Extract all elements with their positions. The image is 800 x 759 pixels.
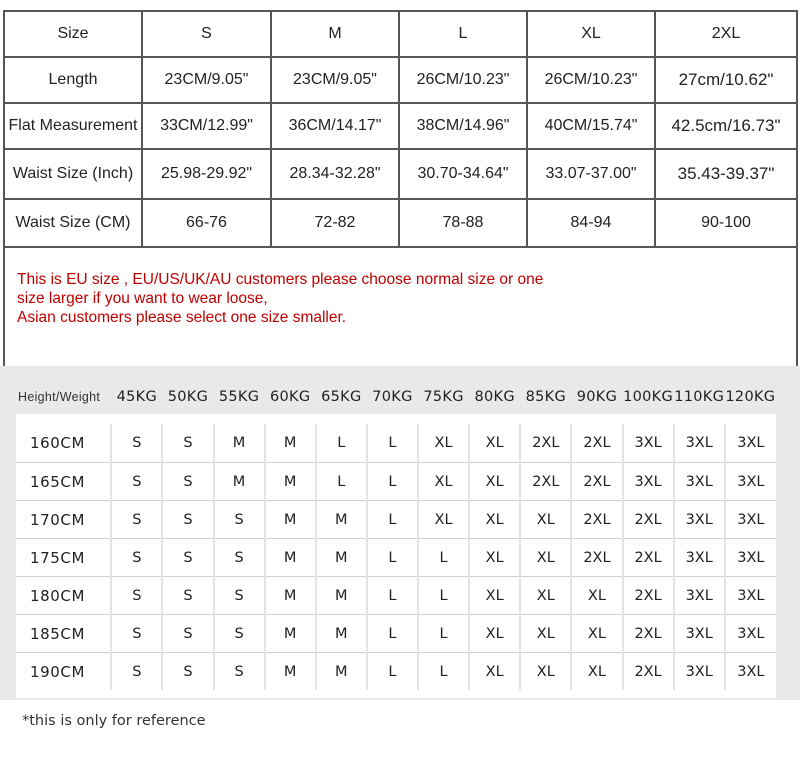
row-label: Length xyxy=(4,57,142,103)
size-cell: XL xyxy=(469,653,520,695)
size-cell: S xyxy=(162,501,213,539)
size-cell: XL xyxy=(469,577,520,615)
size-cell: M xyxy=(214,463,265,501)
size-cell: 3XL xyxy=(674,501,725,539)
size-cell: M xyxy=(265,577,316,615)
table-row xyxy=(16,539,776,577)
size-cell: 3XL xyxy=(623,463,674,501)
note-line: Asian customers please select one size smaller. xyxy=(17,309,347,326)
size-cell: XL xyxy=(469,615,520,653)
weight-header-cell: 100KG xyxy=(623,380,674,419)
size-header-xl: XL xyxy=(527,11,655,57)
size-header-row xyxy=(4,11,797,57)
height-weight-table xyxy=(16,380,776,698)
table-row xyxy=(16,419,776,463)
size-cell: 2XL xyxy=(571,463,622,501)
size-cell: L xyxy=(367,653,418,695)
height-label: 170CM xyxy=(16,501,111,539)
size-cell: 2XL xyxy=(571,539,622,577)
size-cell: L xyxy=(367,419,418,463)
weight-header-cell: 85KG xyxy=(520,380,571,419)
size-cell: XL xyxy=(418,463,469,501)
size-cell: XL xyxy=(520,615,571,653)
height-label: 185CM xyxy=(16,615,111,653)
weight-header-cell: 110KG xyxy=(674,380,725,419)
table-cell: 30.70-34.64" xyxy=(399,149,527,199)
size-cell: 3XL xyxy=(674,419,725,463)
waist-inch-row xyxy=(4,149,797,199)
size-cell: XL xyxy=(571,653,622,695)
flat-measurement-row xyxy=(4,103,797,149)
size-cell: 2XL xyxy=(623,653,674,695)
size-cell: S xyxy=(162,539,213,577)
size-table xyxy=(3,10,798,372)
weight-header-cell: 65KG xyxy=(316,380,367,419)
size-cell: 3XL xyxy=(725,463,776,501)
table-cell: 36CM/14.17" xyxy=(271,103,399,149)
table-cell: 26CM/10.23" xyxy=(399,57,527,103)
size-cell: XL xyxy=(520,539,571,577)
size-cell: M xyxy=(316,539,367,577)
height-label: 175CM xyxy=(16,539,111,577)
size-cell: XL xyxy=(571,615,622,653)
size-cell: 2XL xyxy=(623,501,674,539)
height-label: 190CM xyxy=(16,653,111,695)
size-cell: L xyxy=(367,615,418,653)
size-cell: M xyxy=(214,419,265,463)
height-label: 180CM xyxy=(16,577,111,615)
size-cell: L xyxy=(418,539,469,577)
weight-header-cell: 75KG xyxy=(418,380,469,419)
table-cell: 42.5cm/16.73" xyxy=(655,103,797,149)
size-cell: S xyxy=(111,463,162,501)
weight-header-cell: 50KG xyxy=(162,380,213,419)
size-cell: XL xyxy=(520,501,571,539)
size-cell: 3XL xyxy=(725,539,776,577)
size-cell: L xyxy=(367,539,418,577)
reference-footnote: *this is only for reference xyxy=(22,713,206,729)
size-cell: XL xyxy=(418,501,469,539)
size-cell: L xyxy=(316,463,367,501)
size-cell: 3XL xyxy=(725,653,776,695)
size-cell: S xyxy=(214,501,265,539)
corner-label: Height/Weight xyxy=(16,380,111,419)
size-cell: L xyxy=(367,577,418,615)
size-cell: 3XL xyxy=(725,501,776,539)
size-cell: M xyxy=(265,615,316,653)
size-cell: S xyxy=(111,501,162,539)
table-row xyxy=(16,653,776,695)
size-cell: XL xyxy=(418,419,469,463)
row-label: Flat Measurement xyxy=(4,103,142,149)
table-cell: 40CM/15.74" xyxy=(527,103,655,149)
weight-header-cell: 45KG xyxy=(111,380,162,419)
table-cell: 27cm/10.62" xyxy=(655,57,797,103)
size-cell: 2XL xyxy=(623,615,674,653)
size-cell: 3XL xyxy=(725,419,776,463)
size-cell: S xyxy=(214,577,265,615)
size-cell: S xyxy=(162,615,213,653)
size-header-label: Size xyxy=(4,11,142,57)
size-cell: 3XL xyxy=(674,577,725,615)
size-cell: L xyxy=(367,501,418,539)
table-cell: 23CM/9.05" xyxy=(142,57,271,103)
note-line: This is EU size , EU/US/UK/AU customers please choose normal size or one xyxy=(17,271,544,288)
table-cell: 35.43-39.37" xyxy=(655,149,797,199)
size-cell: S xyxy=(111,653,162,695)
waist-cm-row xyxy=(4,199,797,247)
weight-header-row xyxy=(16,380,776,419)
size-cell: M xyxy=(265,419,316,463)
row-label: Waist Size (Inch) xyxy=(4,149,142,199)
size-cell: 2XL xyxy=(623,577,674,615)
table-cell: 38CM/14.96" xyxy=(399,103,527,149)
table-cell: 28.34-32.28" xyxy=(271,149,399,199)
size-cell: S xyxy=(214,653,265,695)
row-label: Waist Size (CM) xyxy=(4,199,142,247)
size-cell: 3XL xyxy=(674,463,725,501)
note-row xyxy=(4,247,797,371)
size-header-m: M xyxy=(271,11,399,57)
size-cell: L xyxy=(418,577,469,615)
size-cell: M xyxy=(265,463,316,501)
size-cell: 2XL xyxy=(520,419,571,463)
size-cell: S xyxy=(162,577,213,615)
size-cell: 2XL xyxy=(571,501,622,539)
weight-header-cell: 80KG xyxy=(469,380,520,419)
size-cell: S xyxy=(111,615,162,653)
size-cell: M xyxy=(316,577,367,615)
weight-header-cell: 120KG xyxy=(725,380,776,419)
size-cell: M xyxy=(265,539,316,577)
note-line: size larger if you want to wear loose, xyxy=(17,290,268,307)
size-cell: M xyxy=(316,653,367,695)
table-cell: 90-100 xyxy=(655,199,797,247)
size-header-2xl: 2XL xyxy=(655,11,797,57)
table-cell: 78-88 xyxy=(399,199,527,247)
weight-header-cell: 55KG xyxy=(214,380,265,419)
size-cell: XL xyxy=(520,577,571,615)
size-header-l: L xyxy=(399,11,527,57)
table-cell: 72-82 xyxy=(271,199,399,247)
table-cell: 25.98-29.92" xyxy=(142,149,271,199)
size-cell: XL xyxy=(469,539,520,577)
table-row xyxy=(16,577,776,615)
size-header-s: S xyxy=(142,11,271,57)
size-cell: 3XL xyxy=(674,539,725,577)
weight-header-cell: 90KG xyxy=(571,380,622,419)
size-cell: 3XL xyxy=(674,653,725,695)
height-label: 165CM xyxy=(16,463,111,501)
size-cell: 2XL xyxy=(520,463,571,501)
size-cell: 3XL xyxy=(725,577,776,615)
table-cell: 23CM/9.05" xyxy=(271,57,399,103)
size-cell: M xyxy=(265,501,316,539)
size-cell: XL xyxy=(520,653,571,695)
table-row xyxy=(16,615,776,653)
size-cell: S xyxy=(162,653,213,695)
table-cell: 33.07-37.00" xyxy=(527,149,655,199)
size-cell: L xyxy=(418,653,469,695)
size-cell: XL xyxy=(469,419,520,463)
size-cell: XL xyxy=(571,577,622,615)
height-weight-panel xyxy=(0,366,800,700)
size-cell: S xyxy=(214,539,265,577)
size-cell: 2XL xyxy=(623,539,674,577)
size-cell: L xyxy=(418,615,469,653)
size-cell: M xyxy=(265,653,316,695)
size-cell: S xyxy=(162,463,213,501)
size-note xyxy=(4,247,797,371)
weight-header-cell: 60KG xyxy=(265,380,316,419)
height-weight-body xyxy=(16,419,776,694)
size-cell: L xyxy=(316,419,367,463)
size-cell: S xyxy=(214,615,265,653)
table-cell: 84-94 xyxy=(527,199,655,247)
size-cell: S xyxy=(111,419,162,463)
height-label: 160CM xyxy=(16,419,111,463)
table-cell: 33CM/12.99" xyxy=(142,103,271,149)
size-cell: 2XL xyxy=(571,419,622,463)
table-cell: 26CM/10.23" xyxy=(527,57,655,103)
size-cell: M xyxy=(316,615,367,653)
table-row xyxy=(16,463,776,501)
size-cell: L xyxy=(367,463,418,501)
size-cell: 3XL xyxy=(725,615,776,653)
size-cell: M xyxy=(316,501,367,539)
size-cell: XL xyxy=(469,501,520,539)
length-row xyxy=(4,57,797,103)
size-cell: XL xyxy=(469,463,520,501)
size-cell: 3XL xyxy=(623,419,674,463)
size-cell: S xyxy=(111,539,162,577)
size-cell: S xyxy=(111,577,162,615)
table-row xyxy=(16,501,776,539)
size-cell: S xyxy=(162,419,213,463)
table-cell: 66-76 xyxy=(142,199,271,247)
weight-header-cell: 70KG xyxy=(367,380,418,419)
size-cell: 3XL xyxy=(674,615,725,653)
